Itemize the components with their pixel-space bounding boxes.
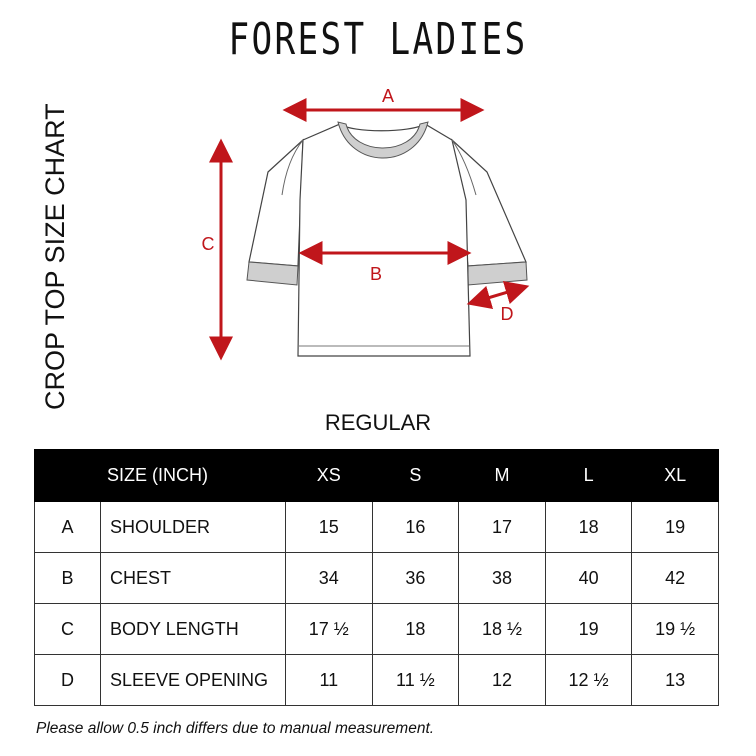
row-code: A xyxy=(35,502,101,553)
cell-value: 17 ½ xyxy=(286,604,373,655)
cell-value: 36 xyxy=(372,553,459,604)
label-b: B xyxy=(369,264,383,284)
measure-c xyxy=(202,143,222,356)
measurement-note: Please allow 0.5 inch differs due to manual measurement. xyxy=(36,720,435,737)
garment-body xyxy=(298,124,470,356)
row-name: SHOULDER xyxy=(101,502,286,553)
cell-value: 18 ½ xyxy=(459,604,546,655)
cell-value: 11 xyxy=(286,655,373,706)
row-code: B xyxy=(35,553,101,604)
measure-a xyxy=(287,86,480,110)
cell-value: 18 xyxy=(545,502,632,553)
table-row xyxy=(35,655,719,706)
header-size-s: S xyxy=(372,450,459,502)
size-table xyxy=(34,449,719,706)
cell-value: 12 ½ xyxy=(545,655,632,706)
measure-d xyxy=(471,287,525,324)
cell-value: 19 xyxy=(545,604,632,655)
cell-value: 18 xyxy=(372,604,459,655)
left-sleeve-hem xyxy=(247,262,298,285)
crop-top-illustration xyxy=(247,122,527,356)
row-name: SLEEVE OPENING xyxy=(101,655,286,706)
cell-value: 19 ½ xyxy=(632,604,719,655)
cell-value: 16 xyxy=(372,502,459,553)
arrow-d xyxy=(471,287,525,303)
subtitle: REGULAR xyxy=(324,410,432,435)
header-size-label: SIZE (INCH) xyxy=(101,450,286,502)
cell-value: 17 xyxy=(459,502,546,553)
cell-value: 19 xyxy=(632,502,719,553)
left-sleeve xyxy=(249,140,303,266)
cell-value: 11 ½ xyxy=(372,655,459,706)
table-row xyxy=(35,604,719,655)
label-c: C xyxy=(201,234,215,254)
cell-value: 13 xyxy=(632,655,719,706)
table-row xyxy=(35,502,719,553)
label-a: A xyxy=(381,86,395,106)
table-row xyxy=(35,553,719,604)
cell-value: 40 xyxy=(545,553,632,604)
right-sleeve-hem xyxy=(468,262,527,285)
cell-value: 38 xyxy=(459,553,546,604)
cell-value: 34 xyxy=(286,553,373,604)
row-code: C xyxy=(35,604,101,655)
side-title: CROP TOP SIZE CHART xyxy=(40,103,70,410)
table-header-row xyxy=(35,450,719,502)
row-code: D xyxy=(35,655,101,706)
row-name: CHEST xyxy=(101,553,286,604)
cell-value: 15 xyxy=(286,502,373,553)
brand-title: FOREST LADIES xyxy=(228,14,528,65)
header-size-m: M xyxy=(459,450,546,502)
header-size-xs: XS xyxy=(286,450,373,502)
row-name: BODY LENGTH xyxy=(101,604,286,655)
label-d: D xyxy=(500,304,514,324)
cell-value: 42 xyxy=(632,553,719,604)
cell-value: 12 xyxy=(459,655,546,706)
header-size-xl: XL xyxy=(632,450,719,502)
header-size-l: L xyxy=(545,450,632,502)
header-blank xyxy=(35,450,101,502)
